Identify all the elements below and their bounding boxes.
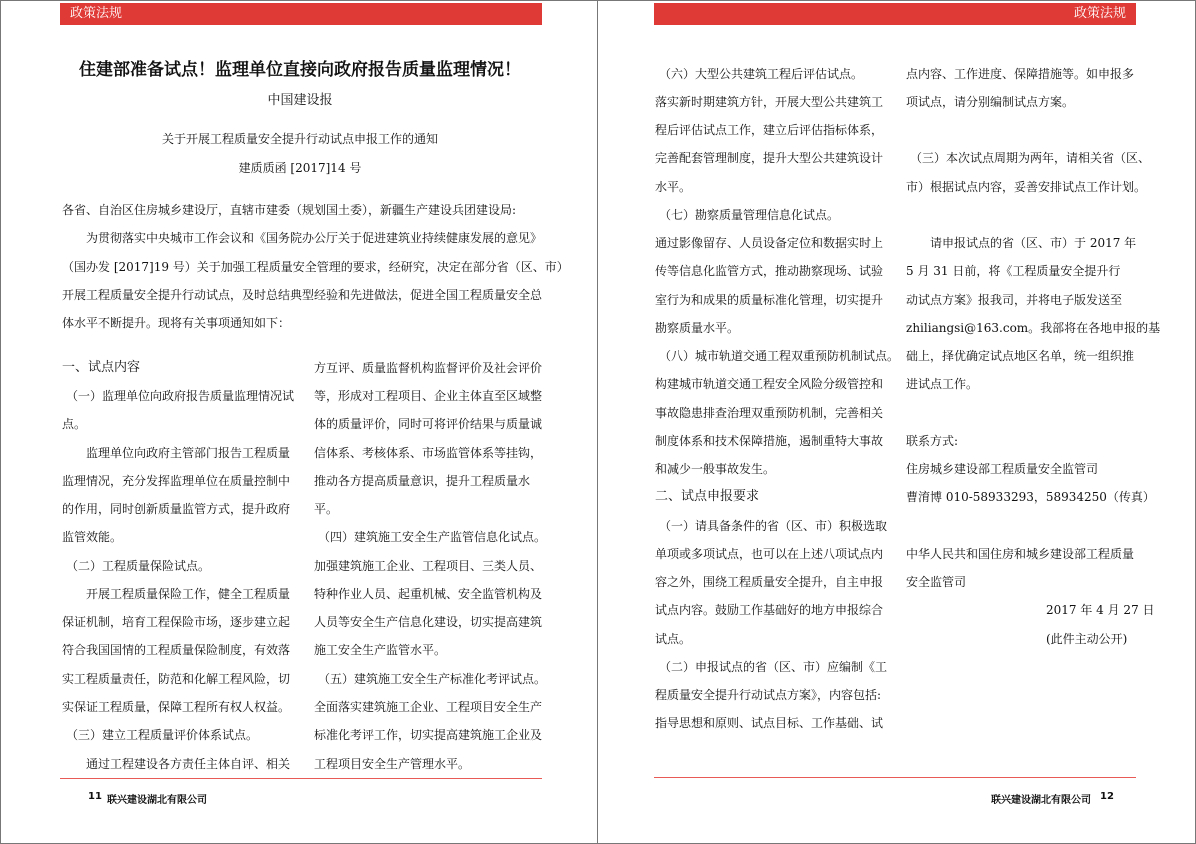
issue-date: 2017 年 4 月 27 日 <box>1046 603 1155 617</box>
body-line: 试点内容。鼓励工作基础好的地方申报综合 <box>655 603 884 617</box>
body-line: 平。 <box>314 502 339 516</box>
section-heading: 一、试点内容 <box>62 360 141 375</box>
body-line: （二）申报试点的省（区、市）应编制《工 <box>659 660 888 674</box>
footer-company: 联兴建设湖北有限公司 <box>991 795 1091 806</box>
contact-department: 住房城乡建设部工程质量安全监管司 <box>906 462 1099 476</box>
body-line: （一）请具备条件的省（区、市）积极选取 <box>659 519 888 533</box>
intro-line: 体水平不断提升。现将有关事项通知如下： <box>62 316 291 330</box>
body-line: zhiliangsi@163.com。我部将在各地申报的基 <box>906 321 1161 335</box>
body-line: 保证机制，培育工程保险市场，逐步建立起 <box>62 615 291 629</box>
body-line: 容之外，围绕工程质量安全提升，自主申报 <box>655 575 884 589</box>
body-line: 构建城市轨道交通工程安全风险分级管控和 <box>655 377 884 391</box>
body-line: 进试点工作。 <box>906 377 979 391</box>
body-line: 点。 <box>62 417 87 431</box>
body-line: 落实新时期建筑方针，开展大型公共建筑工 <box>655 95 884 109</box>
body-line: （三）建立工程质量评价体系试点。 <box>66 728 259 742</box>
body-line: 程质量安全提升行动试点方案》，内容包括: <box>655 688 882 702</box>
body-line: 监理情况，充分发挥监理单位在质量控制中 <box>62 474 291 488</box>
body-line: 室行为和成果的质量标准化管理，切实提升 <box>655 293 884 307</box>
section-heading: 二、试点申报要求 <box>655 489 760 504</box>
body-line: 勘察质量水平。 <box>655 321 740 335</box>
body-line: 监管效能。 <box>62 530 123 544</box>
page-number: 12 <box>1100 791 1114 802</box>
publication-note: (此件主动公开) <box>1046 632 1128 646</box>
body-line: 符合我国国情的工程质量保险制度，有效落 <box>62 643 291 657</box>
body-line: 加强建筑施工企业、工程项目、三类人员、 <box>314 559 543 573</box>
page-number: 11 <box>88 791 102 802</box>
body-line: 全面落实建筑施工企业、工程项目安全生产 <box>314 700 543 714</box>
body-line: 推动各方提高质量意识，提升工程质量水 <box>314 474 531 488</box>
body-line: 通过工程建设各方责任主体自评、相关 <box>86 757 291 771</box>
body-line: 方互评、质量监督机构监督评价及社会评价 <box>314 361 543 375</box>
body-line: 单项或多项试点，也可以在上述八项试点内 <box>655 547 884 561</box>
body-line: 事故隐患排查治理双重预防机制，完善相关 <box>655 406 884 420</box>
body-line: 项试点，请分别编制试点方案。 <box>906 95 1075 109</box>
body-line: 5 月 31 日前，将《工程质量安全提升行 <box>906 264 1121 278</box>
body-line: 人员等安全生产信息化建设，切实提高建筑 <box>314 615 543 629</box>
body-line: 监理单位向政府主管部门报告工程质量 <box>86 446 291 460</box>
body-line: 础上，择优确定试点地区名单，统一组织推 <box>906 349 1135 363</box>
intro-line: 为贯彻落实中央城市工作会议和《国务院办公厅关于促进建筑业持续健康发展的意见》 <box>86 231 543 245</box>
body-line: 和减少一般事故发生。 <box>655 462 776 476</box>
body-line: 动试点方案》报我司，并将电子版发送至 <box>906 293 1123 307</box>
body-line: （一）监理单位向政府报告质量监理情况试 <box>66 389 295 403</box>
article-title: 住建部准备试点！监理单位直接向政府报告质量监理情况！ <box>79 60 521 80</box>
body-line: （七）勘察质量管理信息化试点。 <box>659 208 840 222</box>
body-line: 点内容、工作进度、保障措施等。如申报多 <box>906 67 1135 81</box>
body-line: 标准化考评工作，切实提高建筑施工企业及 <box>314 728 543 742</box>
body-line: 通过影像留存、人员设备定位和数据实时上 <box>655 236 884 250</box>
body-line: 工程项目安全生产管理水平。 <box>314 757 471 771</box>
body-line: 体的质量评价，同时可将评价结果与质量诚 <box>314 417 543 431</box>
issuing-authority: 安全监管司 <box>906 575 967 589</box>
contact-person: 曹淯博 010-58933293，58934250（传真） <box>906 490 1155 504</box>
section-header-bar: 政策法规 <box>654 3 1136 25</box>
body-line: 水平。 <box>655 180 692 194</box>
body-line: 请申报试点的省（区、市）于 2017 年 <box>930 236 1137 250</box>
body-line: （四）建筑施工安全生产监管信息化试点。 <box>318 530 547 544</box>
body-line: 的作用，同时创新质量监管方式，提升政府 <box>62 502 291 516</box>
body-line: 程后评估试点工作，建立后评估指标体系， <box>655 123 884 137</box>
body-line: 试点。 <box>655 632 692 646</box>
page-right <box>598 0 1196 844</box>
body-line: （五）建筑施工安全生产标准化考评试点。 <box>318 672 547 686</box>
body-line: （二）工程质量保险试点。 <box>66 559 211 573</box>
body-line: 实保证工程质量，保障工程所有权人权益。 <box>62 700 291 714</box>
body-line: 开展工程质量保险工作，健全工程质量 <box>86 587 291 601</box>
intro-line: （国办发 [2017]19 号）关于加强工程质量安全管理的要求，经研究，决定在部分省（区、市） <box>62 260 569 274</box>
addressee: 各省、自治区住房城乡建设厅，直辖市建委（规划国土委），新疆生产建设兵团建设局: <box>62 203 517 217</box>
footer-company: 联兴建设湖北有限公司 <box>107 795 207 806</box>
intro-line: 开展工程质量安全提升行动试点，及时总结典型经验和先进做法，促进全国工程质量安全总 <box>62 288 543 302</box>
body-line: 特种作业人员、起重机械、安全监管机构及 <box>314 587 543 601</box>
body-line: 等，形成对工程项目、企业主体直至区域整 <box>314 389 543 403</box>
article-source: 中国建设报 <box>267 93 333 108</box>
document-number: 建质质函 [2017]14 号 <box>238 161 362 175</box>
footer-rule <box>60 778 542 779</box>
body-line: 信体系、考核体系、市场监管体系等挂钩， <box>314 446 543 460</box>
body-line: 指导思想和原则、试点目标、工作基础、试 <box>655 716 884 730</box>
body-line: 完善配套管理制度，提升大型公共建筑设计 <box>655 151 884 165</box>
contact-label: 联系方式: <box>906 434 959 448</box>
body-line: 施工安全生产监管水平。 <box>314 643 447 657</box>
body-line: 传等信息化监管方式，推动勘察现场、试验 <box>655 264 884 278</box>
issuing-authority: 中华人民共和国住房和城乡建设部工程质量 <box>906 547 1135 561</box>
body-line: 制度体系和技术保障措施，遏制重特大事故 <box>655 434 884 448</box>
section-header-bar: 政策法规 <box>60 3 542 25</box>
body-line: （八）城市轨道交通工程双重预防机制试点。 <box>659 349 900 363</box>
body-line: 市）根据试点内容，妥善安排试点工作计划。 <box>906 180 1147 194</box>
notice-title: 关于开展工程质量安全提升行动试点申报工作的通知 <box>161 132 438 146</box>
body-line: 实工程质量责任，防范和化解工程风险，切 <box>62 672 291 686</box>
body-line: （六）大型公共建筑工程后评估试点。 <box>659 67 864 81</box>
body-line: （三）本次试点周期为两年，请相关省（区、 <box>910 151 1151 165</box>
footer-rule <box>654 777 1136 778</box>
